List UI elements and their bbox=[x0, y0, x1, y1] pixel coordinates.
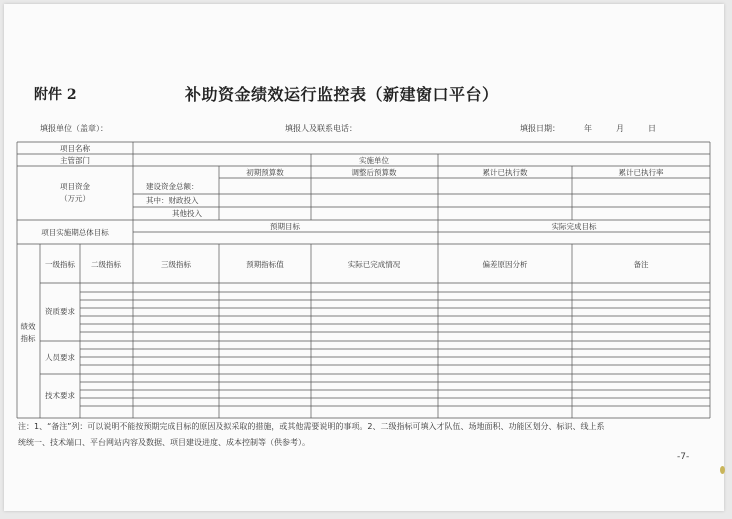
indicator-label: 指标 bbox=[20, 334, 36, 343]
fund-unit-label: （万元） bbox=[60, 194, 90, 203]
remark-header: 备注 bbox=[633, 260, 649, 269]
overall-goal-label: 项目实施期总体目标 bbox=[41, 228, 109, 237]
technical-label: 技术要求 bbox=[45, 391, 75, 400]
form-title: 补助资金绩效运行监控表（新建窗口平台） bbox=[185, 85, 499, 104]
attachment-label: 附件 2 bbox=[34, 87, 77, 103]
dept-label: 主管部门 bbox=[60, 156, 90, 165]
personnel-label: 人员要求 bbox=[45, 353, 75, 362]
page-number: -7- bbox=[677, 452, 690, 462]
reporting-unit-label: 填报单位（盖章）： bbox=[40, 124, 108, 133]
month-label: 月 bbox=[616, 124, 624, 133]
report-date-label: 填报日期： bbox=[520, 124, 560, 133]
actual-status-header: 实际已完成情况 bbox=[347, 260, 401, 269]
contact-label: 填报人及联系电话： bbox=[285, 124, 357, 133]
initial-budget-header: 初期预算数 bbox=[246, 168, 284, 177]
year-label: 年 bbox=[584, 124, 592, 133]
cumulative-rate-header: 累计已执行率 bbox=[618, 168, 664, 177]
total-fund-label: 建设资金总额： bbox=[146, 182, 199, 191]
impl-unit-label: 实施单位 bbox=[359, 156, 389, 165]
performance-label: 绩效 bbox=[20, 322, 36, 331]
adjusted-budget-header: 调整后预算数 bbox=[351, 168, 397, 177]
project-name-label: 项目名称 bbox=[60, 144, 90, 153]
actual-goal-header: 实际完成目标 bbox=[551, 222, 597, 231]
expected-value-header: 预期指标值 bbox=[246, 260, 284, 269]
level2-header: 二级指标 bbox=[91, 260, 121, 269]
cumulative-exec-header: 累计已执行数 bbox=[482, 168, 528, 177]
expected-goal-header: 预期目标 bbox=[270, 222, 300, 231]
fiscal-input-label: 其中：财政投入 bbox=[146, 196, 199, 205]
footnote-line-2: 统统一、技术端口、平台网站内容及数据、项目建设进度、成本控制等（供参考）。 bbox=[18, 438, 310, 447]
footnote-line-1: 注：1、“备注”列：可以说明不能按预期完成目标的原因及拟采取的措施，或其他需要说明的事项。2、二级指标可填入才队伍、场地面积、功能区划分、标识、线上系 bbox=[18, 422, 605, 431]
day-label: 日 bbox=[648, 124, 656, 133]
level1-header: 一级指标 bbox=[45, 260, 75, 269]
other-input-label: 其他投入 bbox=[172, 209, 202, 218]
qualification-label: 资质要求 bbox=[45, 307, 75, 316]
footnote bbox=[18, 419, 708, 451]
fund-label: 项目资金 bbox=[60, 182, 90, 191]
deviation-header: 偏差原因分析 bbox=[482, 260, 528, 269]
level3-header: 三级指标 bbox=[161, 260, 191, 269]
